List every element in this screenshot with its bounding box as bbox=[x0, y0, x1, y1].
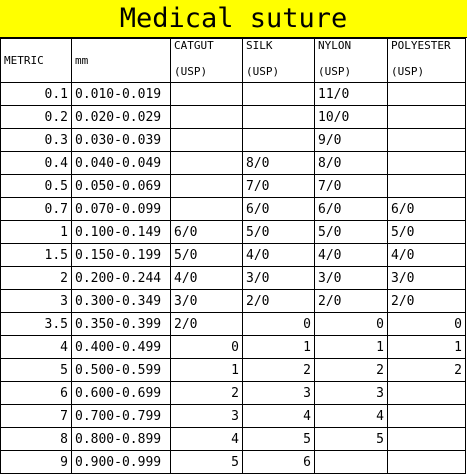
cell-silk[interactable] bbox=[243, 83, 315, 106]
cell-polyester[interactable] bbox=[388, 175, 466, 198]
cell-silk[interactable]: 2 bbox=[243, 359, 315, 382]
cell-mm[interactable]: 0.010-0.019 bbox=[72, 83, 171, 106]
header-catgut[interactable]: CATGUT bbox=[171, 39, 243, 61]
cell-nylon[interactable]: 1 bbox=[315, 336, 388, 359]
table-row bbox=[1, 405, 466, 428]
cell-mm[interactable]: 0.040-0.049 bbox=[72, 152, 171, 175]
cell-polyester[interactable]: 4/0 bbox=[388, 244, 466, 267]
cell-catgut[interactable]: 2 bbox=[171, 382, 243, 405]
cell-catgut[interactable]: 3/0 bbox=[171, 290, 243, 313]
cell-metric[interactable]: 0.5 bbox=[1, 175, 72, 198]
cell-nylon[interactable]: 4 bbox=[315, 405, 388, 428]
cell-silk[interactable]: 4 bbox=[243, 405, 315, 428]
cell-metric[interactable]: 0.7 bbox=[1, 198, 72, 221]
header-row bbox=[1, 39, 466, 61]
cell-polyester[interactable] bbox=[388, 451, 466, 474]
cell-metric[interactable]: 6 bbox=[1, 382, 72, 405]
cell-polyester[interactable]: 3/0 bbox=[388, 267, 466, 290]
cell-mm[interactable]: 0.150-0.199 bbox=[72, 244, 171, 267]
cell-silk[interactable]: 6 bbox=[243, 451, 315, 474]
table-row bbox=[1, 336, 466, 359]
cell-catgut[interactable]: 0 bbox=[171, 336, 243, 359]
table-row bbox=[1, 152, 466, 175]
cell-mm[interactable]: 0.300-0.349 bbox=[72, 290, 171, 313]
header-nylon-usp[interactable]: (USP) bbox=[315, 61, 388, 83]
cell-metric[interactable]: 0.4 bbox=[1, 152, 72, 175]
cell-silk[interactable]: 3/0 bbox=[243, 267, 315, 290]
cell-polyester[interactable] bbox=[388, 428, 466, 451]
cell-nylon[interactable]: 5/0 bbox=[315, 221, 388, 244]
cell-catgut[interactable] bbox=[171, 106, 243, 129]
cell-nylon[interactable]: 0 bbox=[315, 313, 388, 336]
table-row bbox=[1, 267, 466, 290]
table-row bbox=[1, 83, 466, 106]
cell-silk[interactable]: 8/0 bbox=[243, 152, 315, 175]
cell-catgut[interactable]: 5/0 bbox=[171, 244, 243, 267]
cell-polyester[interactable]: 1 bbox=[388, 336, 466, 359]
cell-silk[interactable]: 7/0 bbox=[243, 175, 315, 198]
cell-silk[interactable]: 6/0 bbox=[243, 198, 315, 221]
cell-polyester[interactable] bbox=[388, 405, 466, 428]
header-polyester[interactable]: POLYESTER bbox=[388, 39, 466, 61]
cell-catgut[interactable]: 3 bbox=[171, 405, 243, 428]
cell-mm[interactable]: 0.900-0.999 bbox=[72, 451, 171, 474]
cell-polyester[interactable] bbox=[388, 83, 466, 106]
header-catgut-usp[interactable]: (USP) bbox=[171, 61, 243, 83]
cell-polyester[interactable]: 2 bbox=[388, 359, 466, 382]
cell-catgut[interactable] bbox=[171, 83, 243, 106]
header-mm[interactable]: mm bbox=[72, 39, 171, 83]
suture-size-table bbox=[0, 38, 466, 474]
table-row bbox=[1, 175, 466, 198]
cell-nylon[interactable]: 3 bbox=[315, 382, 388, 405]
cell-metric[interactable]: 1 bbox=[1, 221, 72, 244]
cell-metric[interactable]: 5 bbox=[1, 359, 72, 382]
cell-polyester[interactable] bbox=[388, 382, 466, 405]
cell-polyester[interactable]: 6/0 bbox=[388, 198, 466, 221]
cell-mm[interactable]: 0.600-0.699 bbox=[72, 382, 171, 405]
cell-polyester[interactable]: 5/0 bbox=[388, 221, 466, 244]
table-row bbox=[1, 359, 466, 382]
table-row bbox=[1, 221, 466, 244]
cell-metric[interactable]: 7 bbox=[1, 405, 72, 428]
cell-metric[interactable]: 0.3 bbox=[1, 129, 72, 152]
header-silk[interactable]: SILK bbox=[243, 39, 315, 61]
cell-metric[interactable]: 4 bbox=[1, 336, 72, 359]
cell-metric[interactable]: 1.5 bbox=[1, 244, 72, 267]
header-polyester-usp[interactable]: (USP) bbox=[388, 61, 466, 83]
cell-metric[interactable]: 0.1 bbox=[1, 83, 72, 106]
cell-nylon[interactable]: 10/0 bbox=[315, 106, 388, 129]
cell-silk[interactable] bbox=[243, 106, 315, 129]
cell-silk[interactable] bbox=[243, 129, 315, 152]
cell-nylon[interactable] bbox=[315, 451, 388, 474]
cell-catgut[interactable]: 1 bbox=[171, 359, 243, 382]
cell-metric[interactable]: 8 bbox=[1, 428, 72, 451]
cell-polyester[interactable]: 0 bbox=[388, 313, 466, 336]
cell-mm[interactable]: 0.100-0.149 bbox=[72, 221, 171, 244]
cell-metric[interactable]: 9 bbox=[1, 451, 72, 474]
cell-catgut[interactable]: 4/0 bbox=[171, 267, 243, 290]
table-row bbox=[1, 198, 466, 221]
cell-catgut[interactable]: 6/0 bbox=[171, 221, 243, 244]
cell-silk[interactable]: 5/0 bbox=[243, 221, 315, 244]
cell-nylon[interactable]: 5 bbox=[315, 428, 388, 451]
cell-mm[interactable]: 0.500-0.599 bbox=[72, 359, 171, 382]
cell-nylon[interactable]: 9/0 bbox=[315, 129, 388, 152]
cell-catgut[interactable] bbox=[171, 152, 243, 175]
cell-nylon[interactable]: 8/0 bbox=[315, 152, 388, 175]
cell-catgut[interactable] bbox=[171, 129, 243, 152]
header-silk-usp[interactable]: (USP) bbox=[243, 61, 315, 83]
table-row bbox=[1, 382, 466, 405]
cell-catgut[interactable] bbox=[171, 198, 243, 221]
cell-silk[interactable]: 1 bbox=[243, 336, 315, 359]
cell-polyester[interactable] bbox=[388, 106, 466, 129]
header-nylon[interactable]: NYLON bbox=[315, 39, 388, 61]
cell-nylon[interactable]: 2 bbox=[315, 359, 388, 382]
table-row bbox=[1, 313, 466, 336]
cell-catgut[interactable] bbox=[171, 175, 243, 198]
cell-nylon[interactable]: 6/0 bbox=[315, 198, 388, 221]
cell-polyester[interactable] bbox=[388, 129, 466, 152]
sheet-title[interactable]: Medical suture bbox=[0, 0, 467, 38]
cell-mm[interactable]: 0.350-0.399 bbox=[72, 313, 171, 336]
cell-mm[interactable]: 0.400-0.499 bbox=[72, 336, 171, 359]
cell-nylon[interactable]: 7/0 bbox=[315, 175, 388, 198]
cell-mm[interactable]: 0.050-0.069 bbox=[72, 175, 171, 198]
cell-mm[interactable]: 0.070-0.099 bbox=[72, 198, 171, 221]
cell-nylon[interactable]: 4/0 bbox=[315, 244, 388, 267]
table-row bbox=[1, 428, 466, 451]
cell-catgut[interactable]: 5 bbox=[171, 451, 243, 474]
cell-silk[interactable]: 3 bbox=[243, 382, 315, 405]
cell-silk[interactable]: 2/0 bbox=[243, 290, 315, 313]
cell-mm[interactable]: 0.200-0.244 bbox=[72, 267, 171, 290]
cell-mm[interactable]: 0.700-0.799 bbox=[72, 405, 171, 428]
table-row bbox=[1, 106, 466, 129]
cell-catgut[interactable]: 4 bbox=[171, 428, 243, 451]
cell-nylon[interactable]: 3/0 bbox=[315, 267, 388, 290]
cell-nylon[interactable]: 11/0 bbox=[315, 83, 388, 106]
cell-silk[interactable]: 4/0 bbox=[243, 244, 315, 267]
cell-mm[interactable]: 0.030-0.039 bbox=[72, 129, 171, 152]
table-row bbox=[1, 451, 466, 474]
cell-metric[interactable]: 3 bbox=[1, 290, 72, 313]
header-metric[interactable]: METRIC bbox=[1, 39, 72, 83]
cell-metric[interactable]: 0.2 bbox=[1, 106, 72, 129]
cell-polyester[interactable]: 2/0 bbox=[388, 290, 466, 313]
cell-nylon[interactable]: 2/0 bbox=[315, 290, 388, 313]
cell-silk[interactable]: 0 bbox=[243, 313, 315, 336]
cell-metric[interactable]: 2 bbox=[1, 267, 72, 290]
cell-mm[interactable]: 0.020-0.029 bbox=[72, 106, 171, 129]
table-row bbox=[1, 290, 466, 313]
table-row bbox=[1, 244, 466, 267]
cell-catgut[interactable]: 2/0 bbox=[171, 313, 243, 336]
cell-polyester[interactable] bbox=[388, 152, 466, 175]
cell-mm[interactable]: 0.800-0.899 bbox=[72, 428, 171, 451]
table-row bbox=[1, 129, 466, 152]
cell-silk[interactable]: 5 bbox=[243, 428, 315, 451]
cell-metric[interactable]: 3.5 bbox=[1, 313, 72, 336]
